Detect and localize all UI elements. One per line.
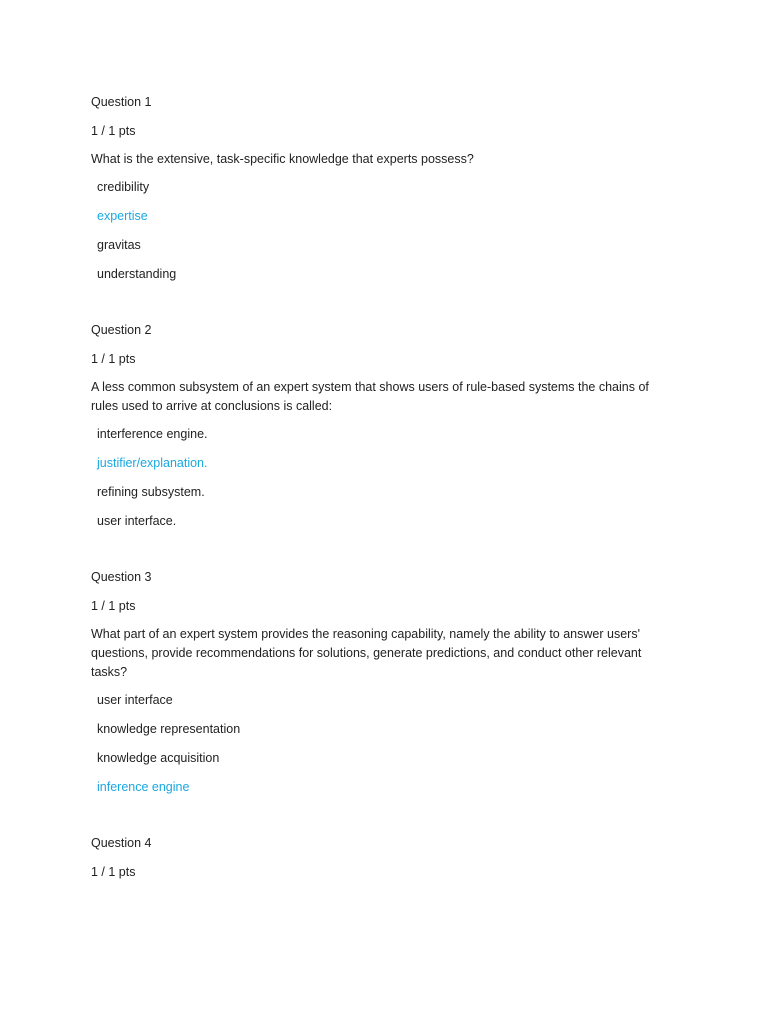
question-1 [91, 92, 671, 293]
question-score: 1 / 1 pts [91, 865, 136, 879]
answer-option: knowledge acquisition [97, 751, 220, 765]
question-text: What is the extensive, task-specific knowledge that experts possess? [91, 152, 474, 166]
question-2 [91, 320, 671, 540]
answer-option-correct: expertise [97, 209, 148, 223]
answer-option: gravitas [97, 238, 141, 252]
answer-option: knowledge representation [97, 722, 241, 736]
question-score: 1 / 1 pts [91, 599, 136, 613]
answer-option: user interface [97, 693, 173, 707]
question-text: A less common subsystem of an expert system that shows users of rule-based systems the chains of rules used to arrive at conclusions is called: [91, 380, 649, 413]
answer-option-correct: justifier/explanation. [97, 456, 208, 470]
question-title: Question 2 [91, 323, 152, 337]
question-title: Question 3 [91, 570, 152, 584]
answer-option: refining subsystem. [97, 485, 205, 499]
question-title: Question 1 [91, 95, 152, 109]
answer-option: credibility [97, 180, 150, 194]
question-title: Question 4 [91, 836, 152, 850]
question-score: 1 / 1 pts [91, 124, 136, 138]
question-score: 1 / 1 pts [91, 352, 136, 366]
quiz-results [91, 92, 671, 918]
answer-options [91, 424, 671, 540]
answer-options [91, 177, 671, 293]
answer-option: user interface. [97, 514, 177, 528]
answer-options [91, 690, 671, 806]
question-3 [91, 567, 671, 806]
question-text: What part of an expert system provides the reasoning capability, namely the ability to answer users' questions, provide recommendations for solutions, generate predictions, and conduct other relevant tasks? [91, 627, 642, 679]
answer-option: interference engine. [97, 427, 208, 441]
question-4 [91, 833, 671, 891]
answer-option: understanding [97, 267, 177, 281]
answer-option-correct: inference engine [97, 780, 190, 794]
